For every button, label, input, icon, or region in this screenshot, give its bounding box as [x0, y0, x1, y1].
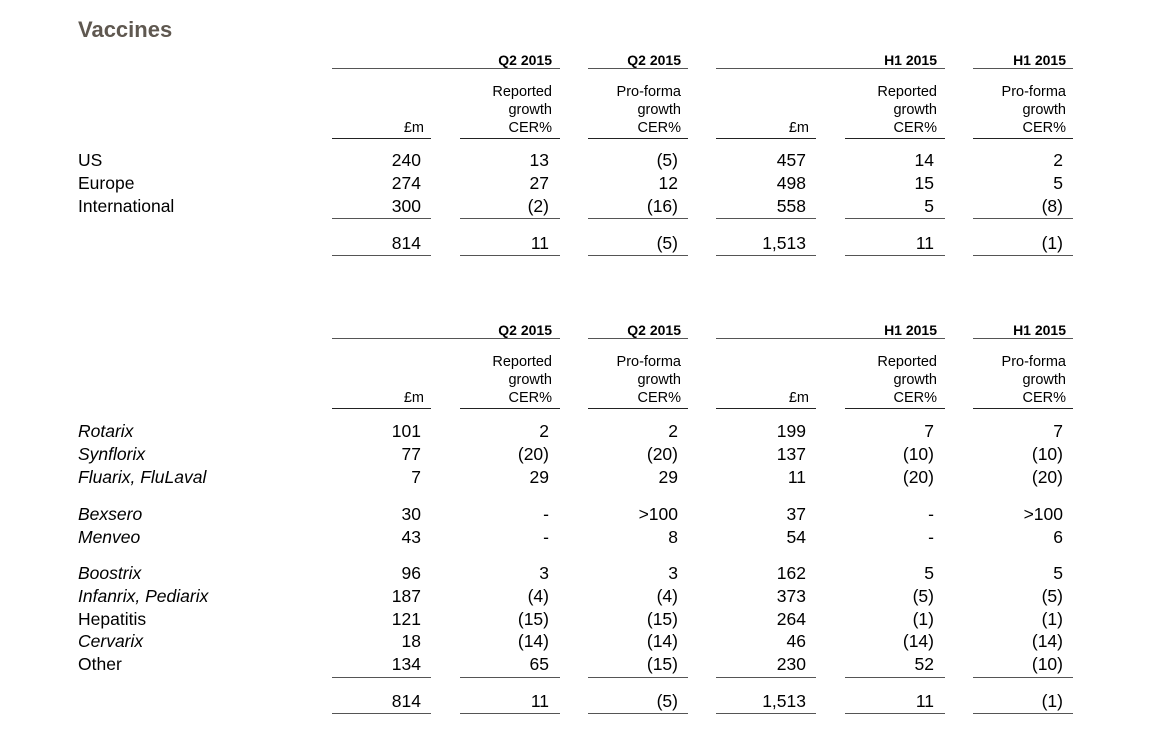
cell-value: 77 [401, 443, 421, 464]
cell-value: (14) [1031, 631, 1063, 652]
header-bottom-rule [332, 408, 431, 409]
cell-value: 11 [787, 466, 806, 487]
column-subheader: CER% [893, 120, 937, 136]
header-bottom-rule [845, 138, 945, 139]
cell-value: 187 [391, 585, 421, 606]
total-value: 11 [530, 233, 549, 253]
cell-value: 15 [914, 173, 934, 194]
cell-value: 5 [924, 196, 934, 217]
total-rule [332, 713, 431, 714]
column-subheader: CER% [508, 120, 552, 136]
cell-value: (1) [912, 608, 934, 629]
cell-value: 498 [776, 173, 806, 194]
cell-value: 7 [411, 466, 421, 487]
column-subheader: growth [893, 372, 937, 388]
total-rule [588, 255, 688, 256]
cell-value: 29 [529, 466, 549, 487]
subtotal-rule [973, 677, 1073, 678]
cell-value: 52 [914, 654, 934, 675]
cell-value: 199 [776, 421, 806, 441]
cell-value: 558 [776, 196, 806, 217]
cell-value: 101 [391, 421, 421, 441]
subtotal-rule [332, 218, 431, 219]
header-bottom-rule [716, 138, 816, 139]
period-header: Q2 2015 [498, 322, 552, 338]
total-value: 11 [915, 691, 934, 711]
cell-value: (5) [656, 150, 678, 170]
cell-value: 274 [391, 173, 421, 194]
header-bottom-rule [973, 138, 1073, 139]
total-rule [845, 255, 945, 256]
header-bottom-rule [332, 138, 431, 139]
column-subheader: Pro-forma [616, 84, 681, 100]
row-label: Cervarix [78, 631, 144, 652]
cell-value: (20) [902, 466, 934, 487]
row-label: Synflorix [78, 443, 146, 464]
subtotal-rule [716, 677, 816, 678]
cell-value: 46 [786, 631, 806, 652]
cell-value: (15) [646, 654, 678, 675]
cell-value: 30 [401, 504, 421, 524]
cell-value: 12 [658, 173, 678, 194]
cell-value: 3 [668, 563, 678, 583]
total-rule [332, 255, 431, 256]
header-bottom-rule [973, 408, 1073, 409]
column-subheader: Reported [492, 84, 552, 100]
column-subheader: growth [508, 102, 552, 118]
period-header: H1 2015 [884, 322, 937, 338]
header-top-rule [716, 68, 945, 69]
subtotal-rule [845, 677, 945, 678]
subtotal-rule [588, 677, 688, 678]
total-value: 11 [530, 691, 549, 711]
cell-value: 137 [776, 443, 806, 464]
cell-value: (5) [1041, 585, 1063, 606]
total-value: (5) [656, 691, 678, 711]
cell-value: (20) [517, 443, 549, 464]
period-header: H1 2015 [1013, 322, 1066, 338]
header-top-rule [332, 68, 560, 69]
row-label: US [78, 150, 103, 170]
header-bottom-rule [460, 408, 560, 409]
column-subheader: Pro-forma [616, 354, 681, 370]
cell-value: (10) [1031, 443, 1063, 464]
cell-value: 13 [529, 150, 549, 170]
cell-value: 7 [924, 421, 934, 441]
header-top-rule [973, 68, 1073, 69]
cell-value: 8 [668, 526, 678, 547]
period-header: H1 2015 [1013, 52, 1066, 68]
column-subheader: CER% [1022, 390, 1066, 406]
cell-value: 6 [1053, 526, 1063, 547]
header-bottom-rule [460, 138, 560, 139]
column-subheader: CER% [508, 390, 552, 406]
cell-value: 121 [391, 608, 421, 629]
column-subheader: growth [893, 102, 937, 118]
cell-value: 264 [776, 608, 806, 629]
column-subheader: CER% [1022, 120, 1066, 136]
period-header: Q2 2015 [498, 52, 552, 68]
cell-value: - [543, 526, 549, 547]
cell-value: (15) [646, 608, 678, 629]
total-value: (1) [1041, 691, 1063, 711]
column-subheader: £m [403, 120, 424, 136]
cell-value: (14) [517, 631, 549, 652]
row-label: Fluarix, FluLaval [78, 466, 207, 487]
header-top-rule [716, 338, 945, 339]
header-top-rule [588, 68, 688, 69]
header-top-rule [332, 338, 560, 339]
total-value: (1) [1041, 233, 1063, 253]
total-rule [460, 713, 560, 714]
total-value: 11 [915, 233, 934, 253]
subtotal-rule [588, 218, 688, 219]
cell-value: 37 [786, 504, 806, 524]
total-rule [588, 713, 688, 714]
cell-value: 2 [668, 421, 678, 441]
cell-value: 7 [1053, 421, 1063, 441]
column-subheader: CER% [893, 390, 937, 406]
cell-value: 5 [924, 563, 934, 583]
subtotal-rule [845, 218, 945, 219]
column-subheader: Pro-forma [1001, 354, 1066, 370]
cell-value: 29 [658, 466, 678, 487]
header-top-rule [588, 338, 688, 339]
cell-value: 5 [1053, 563, 1063, 583]
cell-value: (2) [527, 196, 549, 217]
cell-value: 27 [529, 173, 549, 194]
subtotal-rule [973, 218, 1073, 219]
total-rule [716, 255, 816, 256]
header-top-rule [973, 338, 1073, 339]
subtotal-rule [716, 218, 816, 219]
cell-value: 134 [391, 654, 421, 675]
cell-value: (14) [646, 631, 678, 652]
total-rule [460, 255, 560, 256]
column-subheader: Reported [877, 354, 937, 370]
row-label: Europe [78, 173, 135, 194]
cell-value: (20) [646, 443, 678, 464]
row-label: Rotarix [78, 421, 134, 441]
cell-value: 3 [539, 563, 549, 583]
total-rule [973, 255, 1073, 256]
total-rule [973, 713, 1073, 714]
cell-value: 300 [391, 196, 421, 217]
cell-value: >100 [1023, 504, 1063, 524]
cell-value: (14) [902, 631, 934, 652]
cell-value: 373 [776, 585, 806, 606]
column-subheader: growth [508, 372, 552, 388]
cell-value: (8) [1041, 196, 1063, 217]
column-subheader: Reported [877, 84, 937, 100]
total-value: 1,513 [762, 691, 806, 711]
column-subheader: growth [637, 372, 681, 388]
header-bottom-rule [588, 138, 688, 139]
subtotal-rule [460, 677, 560, 678]
column-subheader: £m [403, 390, 424, 406]
row-label: Other [78, 654, 122, 675]
cell-value: - [543, 504, 549, 524]
column-subheader: CER% [637, 390, 681, 406]
cell-value: >100 [638, 504, 678, 524]
cell-value: 5 [1053, 173, 1063, 194]
total-value: 814 [391, 233, 421, 253]
period-header: Q2 2015 [627, 52, 681, 68]
cell-value: (16) [646, 196, 678, 217]
cell-value: 96 [401, 563, 421, 583]
cell-value: 2 [539, 421, 549, 441]
cell-value: (15) [517, 608, 549, 629]
header-bottom-rule [845, 408, 945, 409]
cell-value: 230 [776, 654, 806, 675]
cell-value: (20) [1031, 466, 1063, 487]
period-header: H1 2015 [884, 52, 937, 68]
header-bottom-rule [716, 408, 816, 409]
header-bottom-rule [588, 408, 688, 409]
total-rule [845, 713, 945, 714]
cell-value: (5) [912, 585, 934, 606]
cell-value: 43 [401, 526, 421, 547]
cell-value: (4) [656, 585, 678, 606]
cell-value: 65 [529, 654, 549, 675]
column-subheader: growth [1022, 372, 1066, 388]
cell-value: (4) [527, 585, 549, 606]
row-label: Infanrix, Pediarix [78, 585, 209, 606]
subtotal-rule [332, 677, 431, 678]
cell-value: - [928, 504, 934, 524]
cell-value: 240 [391, 150, 421, 170]
column-subheader: £m [788, 390, 809, 406]
subtotal-rule [460, 218, 560, 219]
row-label: Menveo [78, 526, 141, 547]
column-subheader: Reported [492, 354, 552, 370]
cell-value: 18 [401, 631, 421, 652]
cell-value: - [928, 526, 934, 547]
cell-value: (10) [902, 443, 934, 464]
total-value: 1,513 [762, 233, 806, 253]
column-subheader: growth [1022, 102, 1066, 118]
column-subheader: growth [637, 102, 681, 118]
column-subheader: Pro-forma [1001, 84, 1066, 100]
row-label: International [78, 196, 175, 217]
total-value: 814 [391, 691, 421, 711]
row-label: Boostrix [78, 563, 142, 583]
total-rule [716, 713, 816, 714]
cell-value: 54 [786, 526, 806, 547]
total-value: (5) [656, 233, 678, 253]
cell-value: 457 [776, 150, 806, 170]
column-subheader: £m [788, 120, 809, 136]
row-label: Hepatitis [78, 608, 147, 629]
cell-value: 2 [1053, 150, 1063, 170]
cell-value: (1) [1041, 608, 1063, 629]
cell-value: 14 [914, 150, 934, 170]
cell-value: 162 [776, 563, 806, 583]
cell-value: (10) [1031, 654, 1063, 675]
section-title: Vaccines [78, 17, 173, 42]
row-label: Bexsero [78, 504, 143, 524]
period-header: Q2 2015 [627, 322, 681, 338]
column-subheader: CER% [637, 120, 681, 136]
